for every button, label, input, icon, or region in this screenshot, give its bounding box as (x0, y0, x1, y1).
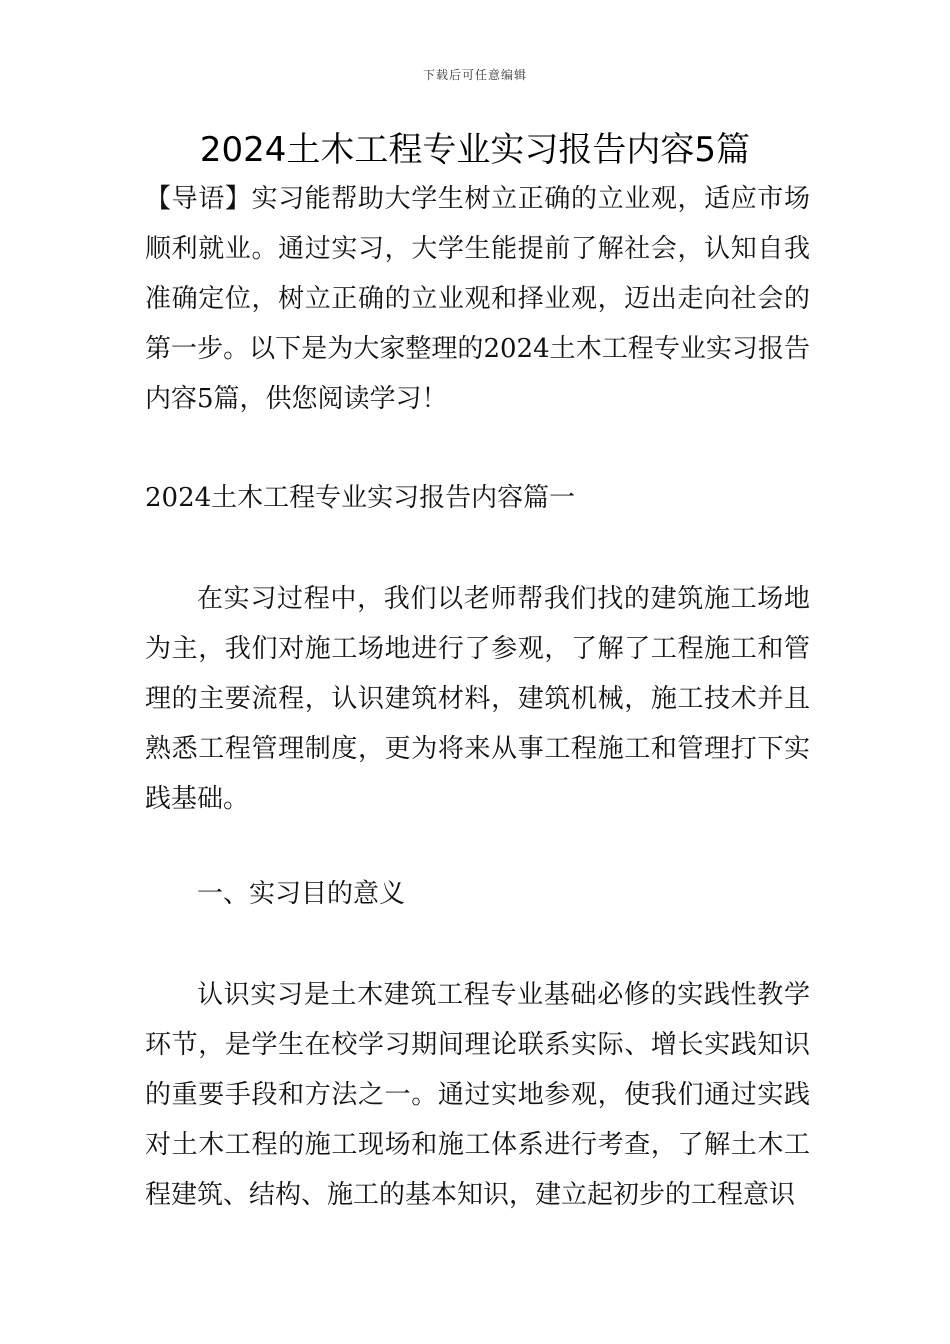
document-title: 2024土木工程专业实习报告内容5篇 (199, 130, 751, 170)
header-note: 下载后可任意编辑 (422, 68, 527, 82)
section-title: 2024土木工程专业实习报告内容篇一 (145, 483, 576, 513)
paragraph-1: 在实习过程中，我们以老师帮我们找的建筑施工场地为主，我们对施工场地进行了参观，了解了工程施工和管理的主要流程，认识建筑材料，建筑机械，施工技术并且熟悉工程管理制度，更为将来从事工程施工和管理打下实践基础。 (145, 584, 810, 814)
paragraph-2: 认识实习是土木建筑工程专业基础必修的实践性教学环节，是学生在校学习期间理论联系实际、增长实践知识的重要手段和方法之一。通过实地参观，使我们通过实践对土木工程的施工现场和施工体系进行考查，了解土木工程建筑、结构、施工的基本知识，建立起初步的工程意识 (145, 980, 810, 1210)
heading-purpose: 一、实习目的意义 (197, 879, 406, 909)
intro-paragraph: 【导语】实习能帮助大学生树立正确的立业观，适应市场顺利就业。通过实习，大学生能提前了解社会，认知自我准确定位，树立正确的立业观和择业观，迈出走向社会的第一步。以下是为大家整理的2024土木工程专业实习报告内容5篇，供您阅读学习！ (145, 184, 810, 414)
